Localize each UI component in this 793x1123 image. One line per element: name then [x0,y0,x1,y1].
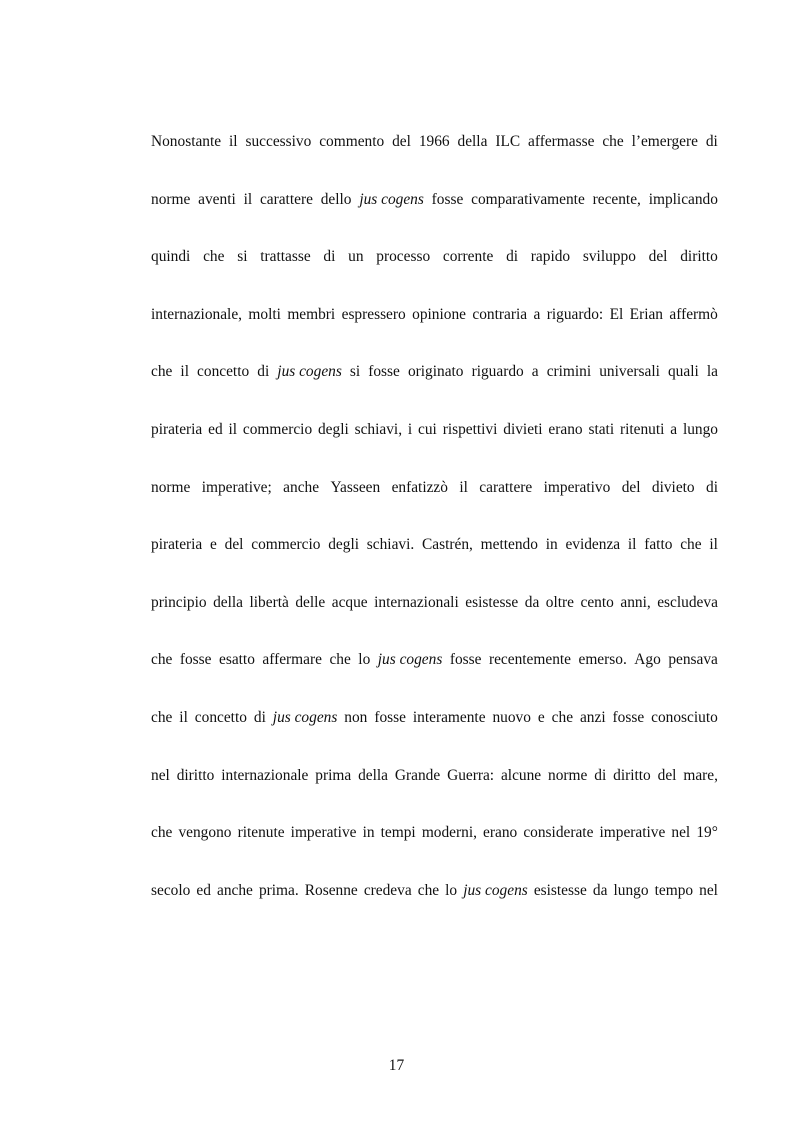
text-line [151,879,718,937]
word: ed [208,420,223,438]
word: universali [599,363,660,381]
text-line [151,533,718,591]
word: a [533,305,541,323]
word: della [358,766,388,784]
word: erano [483,824,518,842]
word: divieto [651,478,695,496]
word: Rosenne [304,881,358,899]
word: emerso. [578,651,627,669]
word: pirateria [151,536,203,554]
word: commercio [242,420,313,438]
word: contraria [472,305,528,323]
word: crimini [546,363,592,381]
word: ILC [495,133,521,150]
italic-term: jus cogens [272,708,338,726]
word: riguardo [471,363,524,381]
word: successivo [245,133,312,150]
word: riguardo: [546,305,604,323]
word: imperative; [201,478,272,496]
word: fosse [368,363,400,381]
word: cui [418,420,437,438]
word: del [648,248,668,266]
word: lungo [613,881,649,899]
body-paragraph [151,130,718,936]
word: norme [548,766,588,784]
word: della [457,133,488,150]
word: fosse [612,708,645,726]
word: rispettivi [442,420,498,438]
word: tempi [380,824,416,842]
word: che [680,536,702,554]
word: imperative [599,824,666,842]
word: si [349,363,361,381]
word: il [627,536,637,554]
text-line [151,418,718,476]
word: anni, [620,593,651,611]
word: affermò [669,305,718,323]
word: lungo [682,420,718,438]
word: prima. [258,881,299,899]
word: diritto [680,248,718,266]
word: che [151,824,173,842]
word: fatto [644,536,673,554]
word: di [253,708,266,726]
word: carattere [259,190,313,208]
word: di [323,248,336,266]
word: degli [328,536,360,554]
word: credeva [363,881,412,899]
word: in [545,536,558,554]
word: la [706,363,718,381]
word: il [179,708,188,726]
word: ritenuti [619,420,665,438]
word: pensava [668,651,718,669]
word: Castrén, [422,536,473,554]
word: l’emergere [631,133,698,150]
word: che [329,651,351,669]
word: libertà [249,593,289,611]
word: il [459,478,468,496]
text-line [151,130,718,188]
word: opinione [412,305,466,323]
text-line [151,591,718,649]
word: acque [331,593,368,611]
text-line [151,303,718,361]
italic-term: jus cogens [377,651,443,669]
word: internazionale [221,766,309,784]
word: concetto [197,363,250,381]
word: non [344,708,368,726]
word: dello [320,190,352,208]
word: da [524,593,540,611]
word: stati [588,420,615,438]
word: internazionale, [151,305,243,323]
word: si [237,248,248,266]
word: vengono [178,824,232,842]
word: aventi [198,190,236,208]
word: processo [376,248,431,266]
word: lo [358,651,371,669]
text-line [151,245,718,303]
word: conosciuto [651,708,718,726]
word: affermasse [528,133,595,150]
word: Nonostante [151,133,222,150]
word: quali [667,363,699,381]
word: quindi [151,248,191,266]
word: secolo [151,881,191,899]
word: del [657,766,677,784]
word: oltre [545,593,575,611]
italic-term: jus cogens [277,363,342,381]
word: che [417,881,440,899]
word: membri [287,305,336,323]
word: erano [548,420,583,438]
word: nel [699,881,718,899]
word: il [243,190,253,208]
word: fosse [431,190,464,208]
word: comparativamente [471,190,585,208]
word: molti [248,305,281,323]
word: affermare [262,651,322,669]
word: e [537,708,545,726]
text-line [151,360,718,418]
word: esistesse [533,881,587,899]
word: El [609,305,624,323]
word: da [592,881,608,899]
text-line [151,764,718,822]
word: ritenute [237,824,285,842]
word: commento [319,133,385,150]
word: in [362,824,375,842]
word: escludeva [657,593,718,611]
word: corrente [442,248,494,266]
word: trattasse [260,248,311,266]
word: del [224,536,244,554]
word: a [531,363,539,381]
text-line [151,648,718,706]
word: cento [580,593,614,611]
word: Guerra: [447,766,495,784]
word: il [229,133,238,150]
word: lo [445,881,458,899]
word: considerate [523,824,594,842]
word: carattere [479,478,533,496]
word: fosse [179,651,212,669]
word: diritto [176,766,215,784]
word: mare, [683,766,718,784]
word: schiavi, [354,420,403,438]
word: il [709,536,718,554]
word: di [506,248,519,266]
word: 1966 [418,133,450,150]
word: fosse [374,708,406,726]
word: di [594,766,607,784]
word: recente, [592,190,641,208]
text-line [151,188,718,246]
word: mettendo [480,536,538,554]
word: originato [407,363,464,381]
word: diritto [613,766,651,784]
word: e [210,536,217,554]
word: 19° [696,824,718,842]
word: che [151,651,173,669]
word: degli [317,420,349,438]
word: che [151,363,173,381]
word: nel [151,766,170,784]
italic-term: jus cogens [359,190,424,208]
word: delle [295,593,326,611]
word: prima [315,766,352,784]
word: un [348,248,364,266]
word: moderni, [421,824,477,842]
word: che [551,708,574,726]
word: tempo [654,881,694,899]
word: imperativo [543,478,611,496]
word: schiavi. [366,536,415,554]
word: che [602,133,624,150]
word: anzi [579,708,606,726]
italic-term: jus cogens [463,881,528,899]
word: di [706,478,718,496]
word: nel [671,824,691,842]
word: nuovo [492,708,531,726]
word: di [705,133,718,150]
word: che [203,248,225,266]
word: della [213,593,243,611]
text-line [151,706,718,764]
word: anche [283,478,320,496]
word: esatto [219,651,255,669]
page-number: 17 [388,1057,405,1074]
word: del [621,478,641,496]
word: il [180,363,189,381]
word: evidenza [565,536,621,554]
text-line [151,821,718,879]
word: enfatizzò [391,478,448,496]
word: divieti [503,420,543,438]
word: pirateria [151,420,203,438]
word: espressero [341,305,406,323]
word: ed [196,881,211,899]
word: interamente [412,708,486,726]
word: Yasseen [330,478,381,496]
word: Erian [629,305,664,323]
word: Ago [634,651,661,669]
word: di [257,363,270,381]
word: concetto [194,708,247,726]
word: alcune [500,766,542,784]
word: norme [151,190,191,208]
word: rapido [530,248,571,266]
word: esistesse [465,593,519,611]
word: anche [216,881,253,899]
word: sviluppo [582,248,636,266]
word: i [407,420,413,438]
word: fosse [449,651,482,669]
word: che [151,708,173,726]
word: recentemente [488,651,571,669]
word: Grande [394,766,441,784]
word: principio [151,593,207,611]
word: del [392,133,411,150]
word: commercio [251,536,321,554]
word: il [228,420,238,438]
word: imperative [290,824,357,842]
word: a [670,420,678,438]
word: norme [151,478,191,496]
text-line [151,476,718,534]
word: internazionali [374,593,459,611]
word: implicando [648,190,718,208]
